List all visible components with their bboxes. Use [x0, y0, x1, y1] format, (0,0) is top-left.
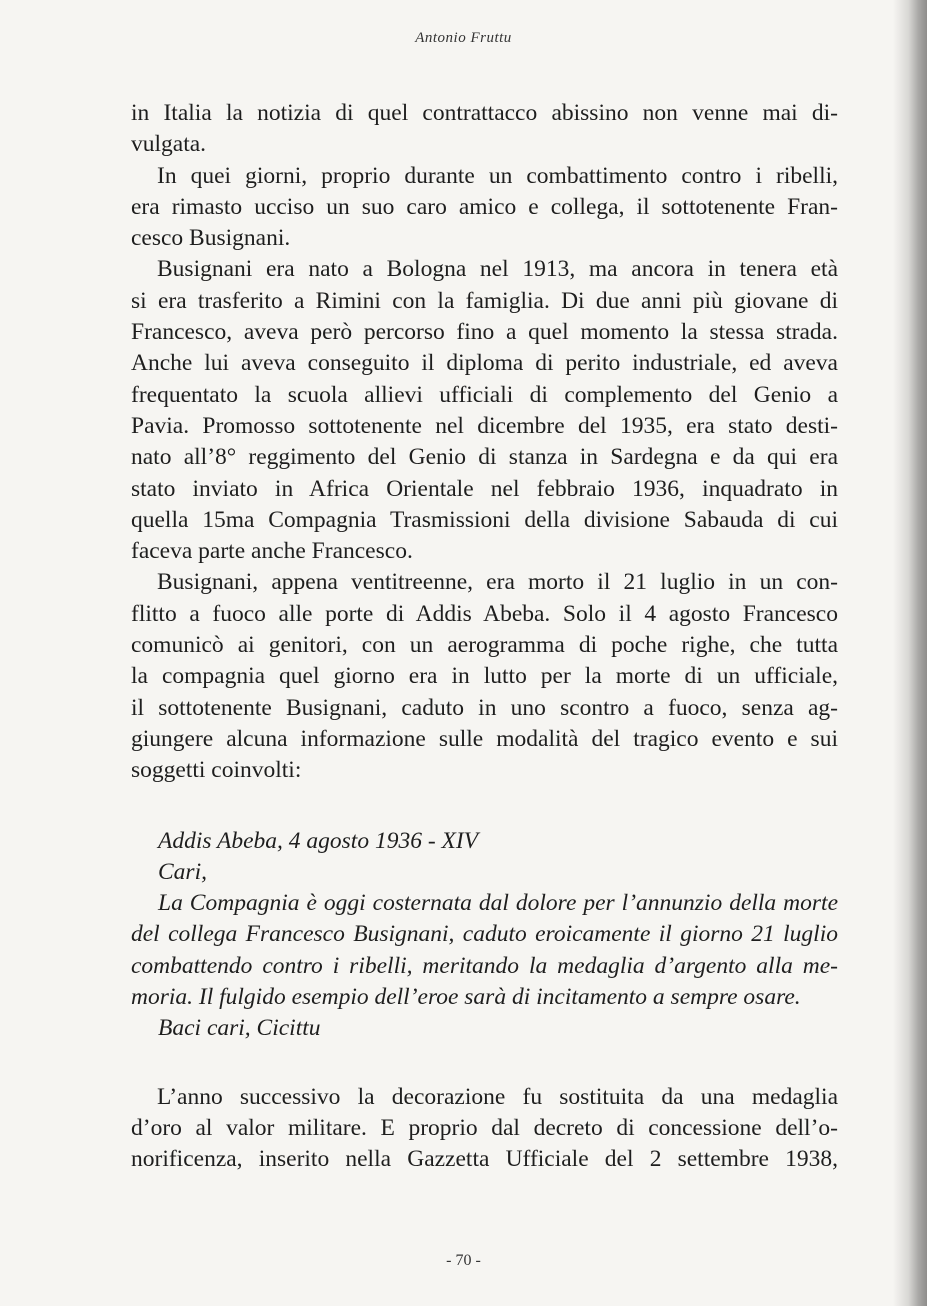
running-header: Antonio Fruttu [415, 30, 512, 46]
text-line: Francesco, aveva però percorso fino a quel momento la stessa strada. [131, 319, 838, 346]
letter-date-line: Addis Abeba, 4 agosto 1936 - XIV [158, 827, 479, 854]
text-line: la compagnia quel giorno era in lutto per la morte di un ufficiale, [131, 663, 838, 690]
letter-body-line: combattendo contro i ribelli, meritando la medaglia d’argento alla me- [131, 952, 838, 979]
text-line: stato inviato in Africa Orientale nel febbraio 1936, inquadrato in [131, 475, 838, 502]
text-line: Anche lui aveva conseguito il diploma di perito industriale, ed aveva [131, 350, 838, 377]
letter-closing: Baci cari, Cicittu [158, 1015, 321, 1042]
text-line: si era trasferito a Rimini con la famiglia. Di due anni più giovane di [131, 287, 838, 314]
quoted-letter [131, 826, 838, 1045]
text-line: nato all’8° reggimento del Genio di stanza in Sardegna e da qui era [131, 444, 838, 471]
page-edge-shadow [893, 0, 927, 1306]
text-line: L’anno successivo la decorazione fu sostituita da una medaglia [157, 1083, 838, 1110]
text-line: frequentato la scuola allievi ufficiali di complemento del Genio a [131, 381, 838, 408]
text-line: quella 15ma Compagnia Trasmissioni della divisione Sabauda di cui [131, 506, 838, 533]
text-line: in Italia la notizia di quel contrattacco abissino non venne mai di- [131, 100, 838, 126]
text-line: comunicò ai genitori, con un aerogramma di poche righe, che tutta [131, 632, 838, 659]
paragraph-4 [131, 567, 838, 786]
paragraph-5 [131, 1082, 838, 1176]
text-line: vulgata. [131, 131, 207, 158]
text-line: cesco Busignani. [131, 225, 291, 252]
letter-salutation: Cari, [158, 858, 207, 885]
text-line: norificenza, inserito nella Gazzetta Ufficiale del 2 settembre 1938, [131, 1146, 838, 1173]
text-line: Busignani, appena ventitreenne, era morto il 21 luglio in un con- [157, 569, 838, 596]
text-line: d’oro al valor militare. E proprio dal decreto di concessione dell’o- [131, 1114, 838, 1141]
page-number: - 70 - [446, 1252, 481, 1269]
body-text [131, 98, 838, 1176]
text-line: soggetti coinvolti: [131, 757, 302, 784]
paragraph-2 [131, 161, 838, 255]
text-line: era rimasto ucciso un suo caro amico e collega, il sottotenente Fran- [131, 193, 838, 220]
paragraph-3 [131, 254, 838, 567]
text-line: il sottotenente Busignani, caduto in uno scontro a fuoco, senza ag- [131, 694, 838, 721]
text-line: Busignani era nato a Bologna nel 1913, ma ancora in tenera età [157, 256, 838, 283]
text-line: In quei giorni, proprio durante un combattimento contro i ribelli, [157, 162, 838, 189]
text-line: giungere alcuna informazione sulle modalità del tragico evento e sui [131, 725, 838, 752]
text-line: Pavia. Promosso sottotenente nel dicembre del 1935, era stato desti- [131, 412, 838, 439]
letter-body-line: moria. Il fulgido esempio dell’eroe sarà di incitamento a sempre osare. [131, 984, 801, 1011]
text-line: faceva parte anche Francesco. [131, 538, 413, 565]
letter-body-line: del collega Francesco Busignani, caduto eroicamente il giorno 21 luglio [131, 921, 838, 948]
paragraph-1 [131, 98, 838, 161]
letter-body-line: La Compagnia è oggi costernata dal dolore per l’annunzio della morte [158, 890, 838, 917]
text-line: flitto a fuoco alle porte di Addis Abeba. Solo il 4 agosto Francesco [131, 600, 838, 627]
